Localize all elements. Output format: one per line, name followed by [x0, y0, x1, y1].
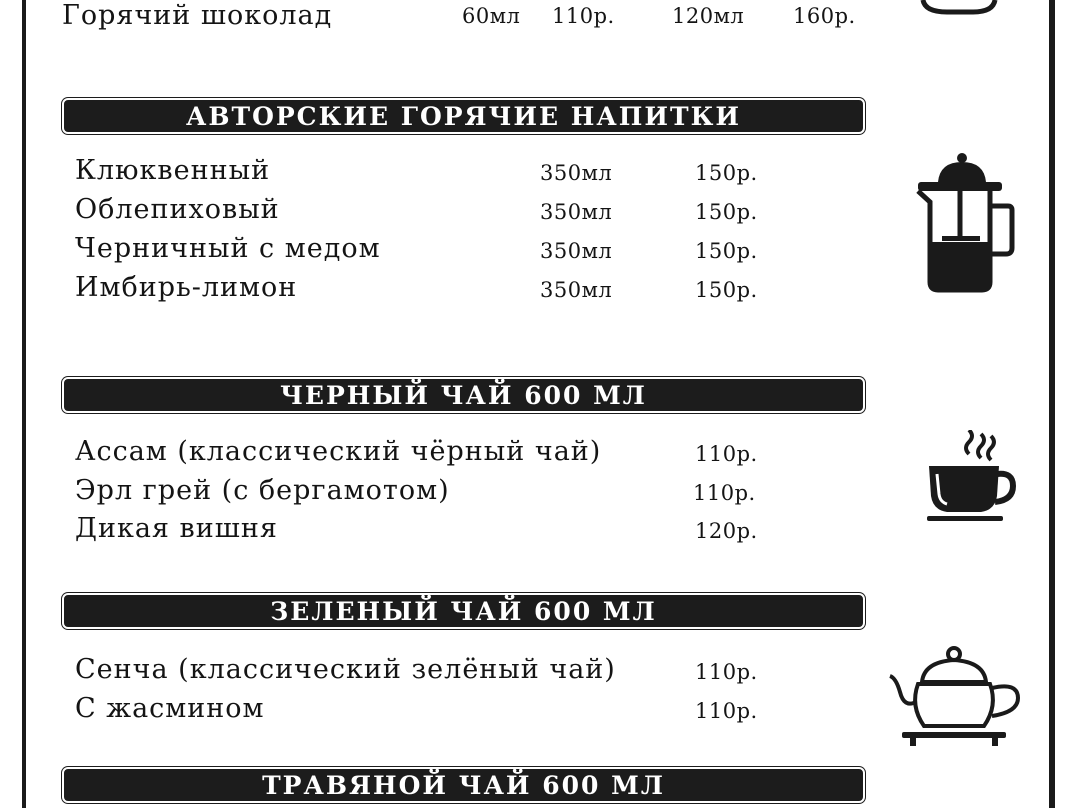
menu-item-price: 160р.: [793, 4, 856, 28]
menu-item-price: 110р.: [695, 699, 758, 723]
menu-item-name: С жасмином: [75, 693, 265, 724]
menu-item-price: 150р.: [695, 161, 758, 185]
french-press-icon: [912, 150, 1018, 295]
menu-item-price: 120р.: [695, 519, 758, 543]
section-title: ЧЕРНЫЙ ЧАЙ 600 МЛ: [280, 380, 647, 410]
section-header-author-drinks: [62, 98, 865, 134]
section-title: ЗЕЛЕНЫЙ ЧАЙ 600 МЛ: [270, 596, 657, 626]
menu-item-volume: 350мл: [540, 278, 613, 302]
menu-item-name: Клюквенный: [75, 155, 271, 186]
coffee-cup-icon: [915, 0, 1005, 16]
menu-item-price: 150р.: [695, 200, 758, 224]
menu-item-price: 110р.: [695, 660, 758, 684]
menu-item-price: 150р.: [695, 239, 758, 263]
menu-frame-left-border: [22, 0, 26, 808]
section-header-green-tea: [62, 593, 865, 629]
menu-item-volume: 350мл: [540, 200, 613, 224]
menu-item-volume: 60мл: [462, 4, 521, 28]
menu-item-price: 110р.: [552, 4, 615, 28]
section-header-herbal-tea: [62, 767, 865, 803]
menu-item-volume: 350мл: [540, 239, 613, 263]
menu-item-name: Эрл грей (с бергамотом): [75, 475, 450, 506]
menu-item-name: Черничный с медом: [75, 233, 381, 264]
menu-item-volume: 120мл: [672, 4, 745, 28]
section-header-black-tea: [62, 377, 865, 413]
menu-frame-right-border: [1049, 0, 1055, 808]
section-title: ТРАВЯНОЙ ЧАЙ 600 МЛ: [262, 770, 665, 800]
menu-item-name: Горячий шоколад: [62, 0, 333, 31]
menu-item-price: 150р.: [695, 278, 758, 302]
menu-item-price: 110р.: [695, 442, 758, 466]
menu-item-volume: 350мл: [540, 161, 613, 185]
menu-item-name: Ассам (классический чёрный чай): [75, 436, 602, 467]
steaming-tea-cup-icon: [925, 430, 1020, 525]
menu-item-name: Сенча (классический зелёный чай): [75, 654, 616, 685]
menu-item-name: Облепиховый: [75, 194, 280, 225]
menu-item-price: 110р.: [693, 481, 756, 505]
menu-item-name: Дикая вишня: [75, 513, 278, 544]
section-title: АВТОРСКИЕ ГОРЯЧИЕ НАПИТКИ: [186, 101, 741, 131]
teapot-icon: [888, 646, 1028, 748]
menu-item-name: Имбирь-лимон: [75, 272, 298, 303]
